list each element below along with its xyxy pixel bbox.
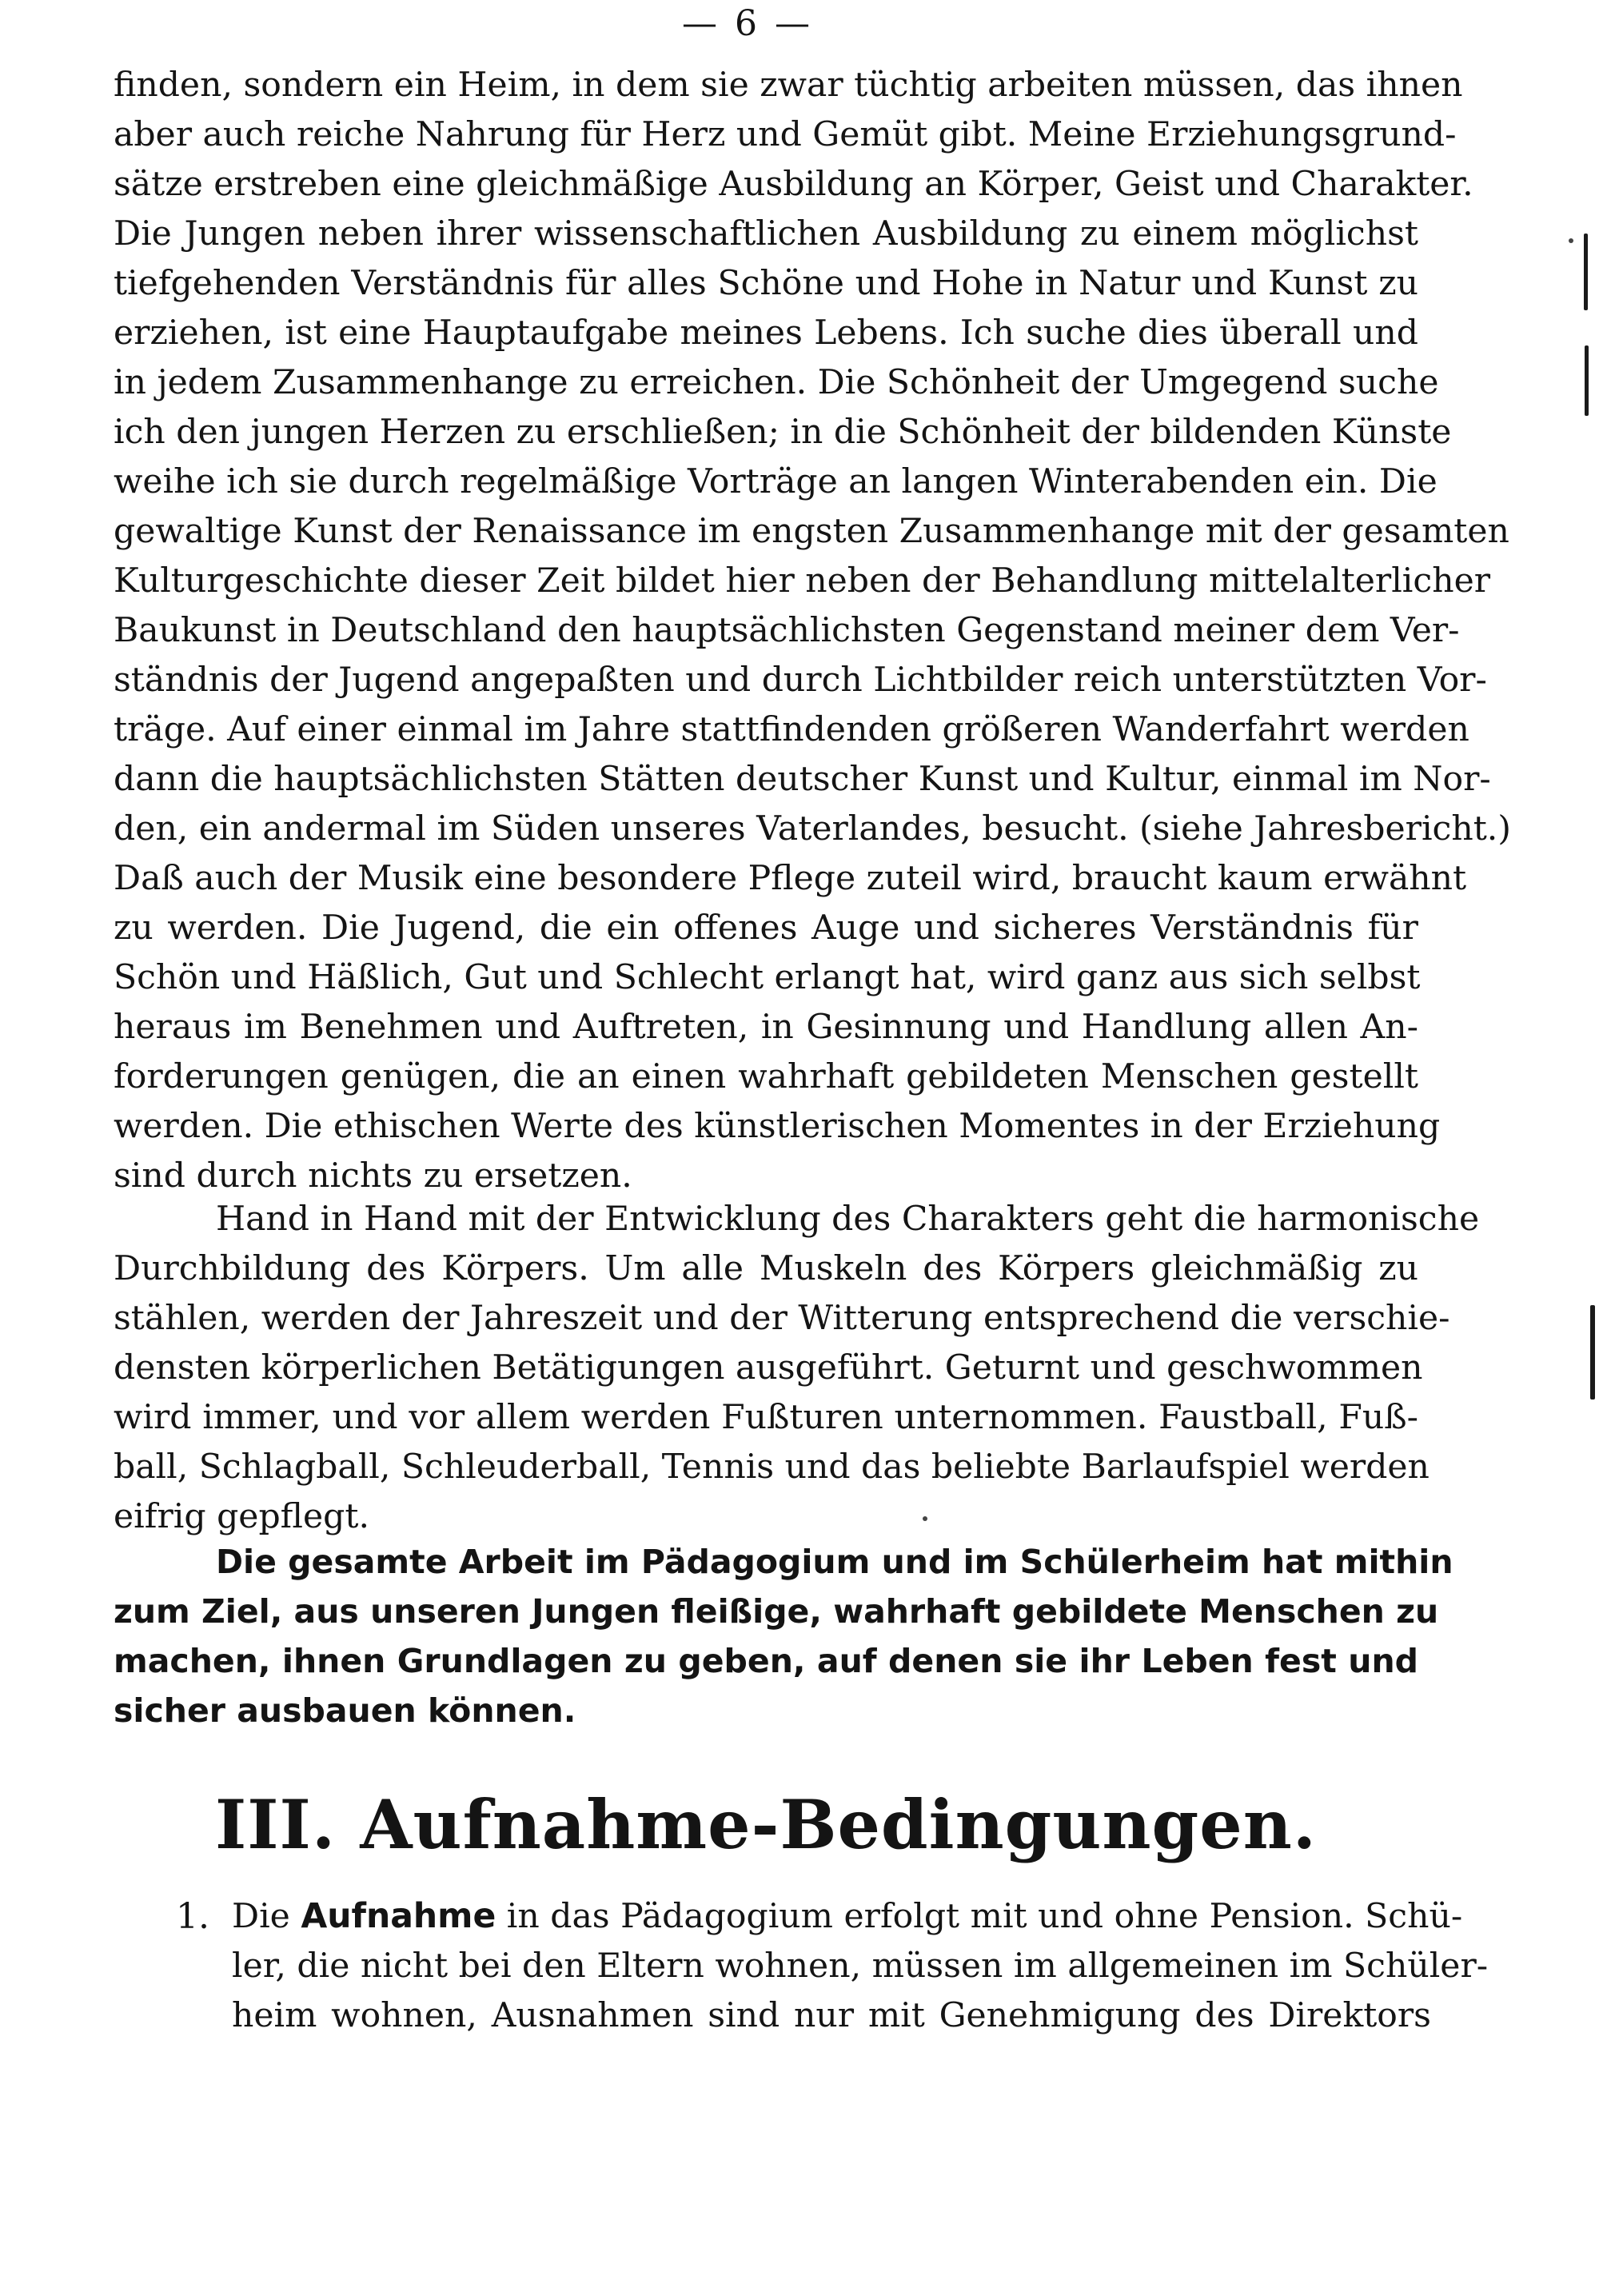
text-fragment: in das Pädagogium erfolgt mit und ohne Pension. Schü- [496, 1897, 1463, 1936]
text-line: werden. Die ethischen Werte des künstlerischen Momentes in der Erziehung [114, 1107, 1441, 1146]
text-line: Kulturgeschichte dieser Zeit bildet hier neben der Behandlung mittelalterlicher [114, 561, 1491, 601]
scan-speck [1569, 238, 1573, 243]
text-line: Baukunst in Deutschland den hauptsächlichsten Gegenstand meiner dem Ver- [114, 611, 1460, 650]
text-line: ler, die nicht bei den Eltern wohnen, müssen im allgemeinen im Schüler- [232, 1947, 1489, 1986]
text-line: Die gesamte Arbeit im Pädagogium und im Schülerheim hat mithin [216, 1543, 1453, 1581]
text-line: dann die hauptsächlichsten Stätten deutscher Kunst und Kultur, einmal im Nor- [114, 760, 1491, 799]
text-line: zu werden. Die Jugend, die ein offenes Auge und sicheres Verständnis für [114, 908, 1418, 948]
text-line: heim wohnen, Ausnahmen sind nur mit Genehmigung des Direktors [232, 1996, 1431, 2035]
text-line: eifrig gepflegt. [114, 1497, 369, 1536]
scan-speck [923, 1516, 927, 1521]
text-line: träge. Auf einer einmal im Jahre stattfindenden größeren Wanderfahrt werden [114, 710, 1469, 749]
text-line: sind durch nichts zu ersetzen. [114, 1156, 632, 1196]
margin-mark [1584, 234, 1588, 310]
text-line: aber auch reiche Nahrung für Herz und Gemüt gibt. Meine Erziehungsgrund- [114, 115, 1457, 154]
text-line: finden, sondern ein Heim, in dem sie zwar tüchtig arbeiten müssen, das ihnen [114, 66, 1463, 105]
text-line: machen, ihnen Grundlagen zu geben, auf denen sie ihr Leben fest und [114, 1642, 1418, 1680]
list-item [232, 1892, 1489, 2041]
text-line: ball, Schlagball, Schleuderball, Tennis und das beliebte Barlaufspiel werden [114, 1447, 1430, 1487]
text-line: wird immer, und vor allem werden Fußturen unternommen. Faustball, Fuß- [114, 1398, 1418, 1437]
section-heading: III. Aufnahme-Bedingungen. [214, 1785, 1318, 1864]
text-line: zum Ziel, aus unseren Jungen fleißige, wahrhaft gebildete Menschen zu [114, 1592, 1439, 1631]
keyword-aufnahme: Aufnahme [301, 1897, 496, 1936]
text-line: in jedem Zusammenhange zu erreichen. Die Schönheit der Umgegend suche [114, 363, 1439, 402]
text-line: forderungen genügen, die an einen wahrhaft gebildeten Menschen gestellt [114, 1057, 1418, 1096]
text-line: sicher ausbauen können. [114, 1691, 576, 1730]
text-line: den, ein andermal im Süden unseres Vaterlandes, besucht. (siehe Jahresbericht.) [114, 809, 1511, 849]
paragraph-physical-education [114, 1195, 1480, 1542]
text-line: tiefgehenden Verständnis für alles Schöne und Hohe in Natur und Kunst zu [114, 264, 1418, 303]
text-line: Daß auch der Musik eine besondere Pflege zuteil wird, braucht kaum erwähnt [114, 859, 1467, 898]
text-line: sätze erstreben eine gleichmäßige Ausbildung an Körper, Geist und Charakter. [114, 165, 1473, 204]
page-number: — 6 — [682, 3, 813, 44]
text-line: Durchbildung des Körpers. Um alle Muskeln des Körpers gleichmäßig zu [114, 1249, 1418, 1288]
text-line: heraus im Benehmen und Auftreten, in Gesinnung und Handlung allen An- [114, 1008, 1418, 1047]
text-line: erziehen, ist eine Hauptaufgabe meines Lebens. Ich suche dies überall und [114, 313, 1418, 353]
text-fragment: Die [232, 1897, 301, 1936]
margin-mark [1585, 345, 1589, 416]
text-line: stählen, werden der Jahreszeit und der Witterung entsprechend die verschie- [114, 1299, 1450, 1338]
paragraph-education-principles [114, 61, 1511, 1201]
text-line: Schön und Häßlich, Gut und Schlecht erlangt hat, wird ganz aus sich selbst [114, 958, 1421, 997]
text-line: ich den jungen Herzen zu erschließen; in die Schönheit der bildenden Künste [114, 413, 1452, 452]
text-line: weihe ich sie durch regelmäßige Vorträge an langen Winterabenden ein. Die [114, 462, 1438, 501]
list-item-number: 1. [176, 1896, 209, 1937]
text-line: gewaltige Kunst der Renaissance im engsten Zusammenhange mit der gesamten [114, 512, 1509, 551]
text-line [232, 1892, 1463, 1942]
margin-mark [1590, 1305, 1595, 1400]
text-line: Die Jungen neben ihrer wissenschaftlichen Ausbildung zu einem möglichst [114, 214, 1418, 254]
paragraph-summary-bold [114, 1537, 1453, 1735]
text-line: ständnis der Jugend angepaßten und durch Lichtbilder reich unterstützten Vor- [114, 661, 1487, 700]
text-line: densten körperlichen Betätigungen ausgeführt. Geturnt und geschwommen [114, 1348, 1423, 1388]
text-line: Hand in Hand mit der Entwicklung des Charakters geht die harmonische [216, 1200, 1480, 1239]
